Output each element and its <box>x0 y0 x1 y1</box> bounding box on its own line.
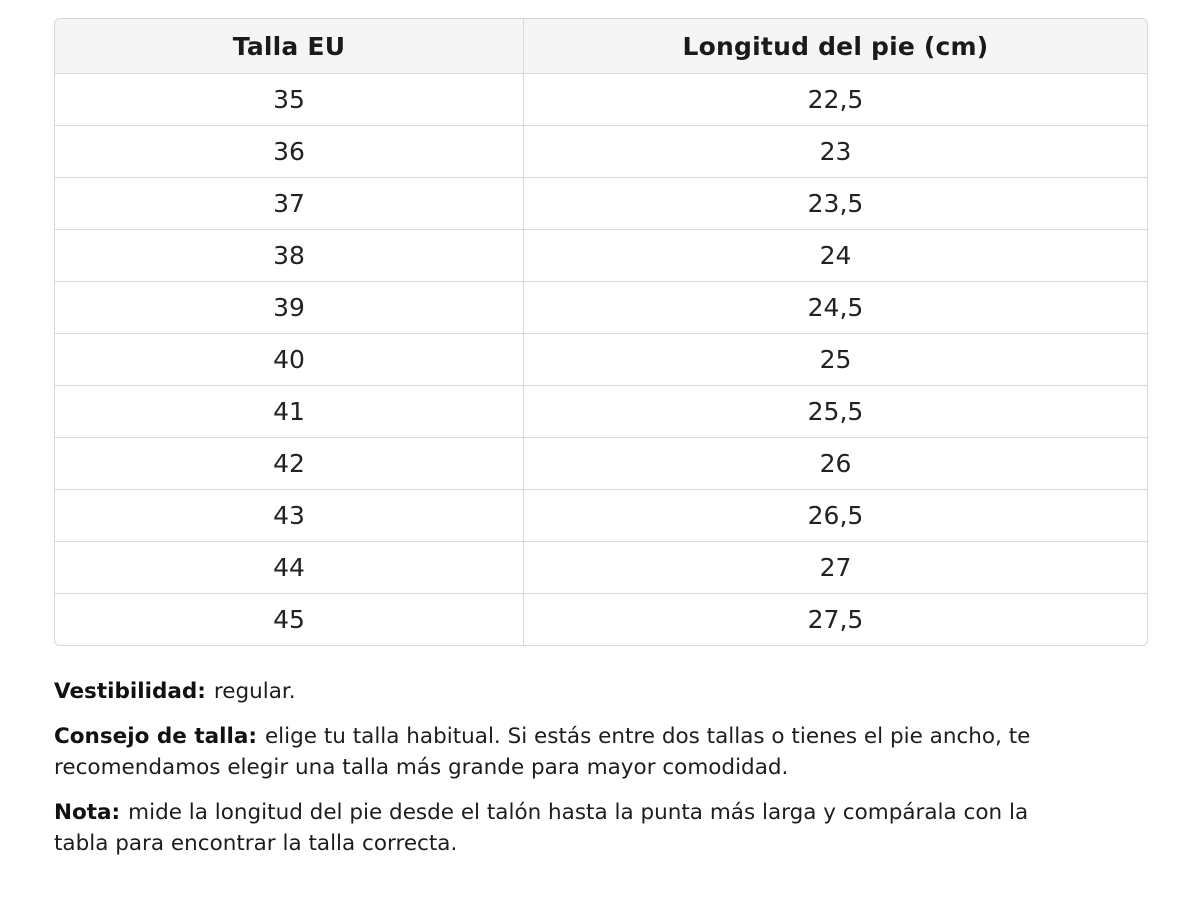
cell-foot-length: 22,5 <box>524 74 1148 126</box>
cell-foot-length: 24 <box>524 230 1148 282</box>
tip-label: Consejo de talla: <box>54 724 257 749</box>
table-header-row <box>55 19 1147 74</box>
fit-note <box>54 676 1054 707</box>
size-tip-note <box>54 721 1054 783</box>
table-row <box>55 438 1147 490</box>
table-row <box>55 178 1147 230</box>
header-eu-size: Talla EU <box>55 19 524 74</box>
table-row <box>55 282 1147 334</box>
cell-foot-length: 26,5 <box>524 490 1148 542</box>
table-row <box>55 230 1147 282</box>
note-text: mide la longitud del pie desde el talón hasta la punta más larga y compárala con la tabla para encontrar la talla correcta. <box>54 800 1029 856</box>
cell-eu-size: 38 <box>55 230 524 282</box>
cell-foot-length: 27,5 <box>807 605 864 634</box>
cell-eu-size: 45 <box>55 594 524 646</box>
cell-foot-length: 25,5 <box>524 386 1148 438</box>
cell-eu-size: 43 <box>55 490 524 542</box>
cell-foot-length: 27 <box>524 542 1148 594</box>
cell-eu-size: 44 <box>55 542 524 594</box>
size-notes <box>54 676 1054 873</box>
cell-eu-size: 35 <box>55 74 524 126</box>
cell-eu-size: 37 <box>55 178 524 230</box>
cell-foot-length: 26 <box>524 438 1148 490</box>
size-chart-table <box>55 19 1147 645</box>
table-row <box>55 126 1147 178</box>
table-body <box>55 74 1147 646</box>
table-row <box>55 594 1147 646</box>
note-label: Nota: <box>54 800 121 825</box>
table-row <box>55 542 1147 594</box>
fit-label: Vestibilidad: <box>54 679 206 704</box>
cell-foot-length: 23 <box>524 126 1148 178</box>
cell-eu-size: 36 <box>55 126 524 178</box>
header-foot-length: Longitud del pie (cm) <box>524 19 1148 74</box>
size-table-container <box>54 18 1148 646</box>
tip-text: elige tu talla habitual. Si estás entre dos tallas o tienes el pie ancho, te recomendamos elegir una talla más grande para mayor comodidad. <box>54 724 1031 780</box>
cell-eu-size: 41 <box>55 386 524 438</box>
cell-foot-length: 23,5 <box>524 178 1148 230</box>
table-row <box>55 74 1147 126</box>
cell-foot-length: 25 <box>524 334 1148 386</box>
cell-eu-size: 39 <box>55 282 524 334</box>
table-row <box>55 334 1147 386</box>
cell-eu-size: 40 <box>55 334 524 386</box>
fit-text: regular. <box>213 679 296 704</box>
cell-foot-length: 24,5 <box>524 282 1148 334</box>
table-row <box>55 490 1147 542</box>
cell-eu-size: 42 <box>55 438 524 490</box>
table-row <box>55 386 1147 438</box>
measure-note <box>54 797 1054 859</box>
